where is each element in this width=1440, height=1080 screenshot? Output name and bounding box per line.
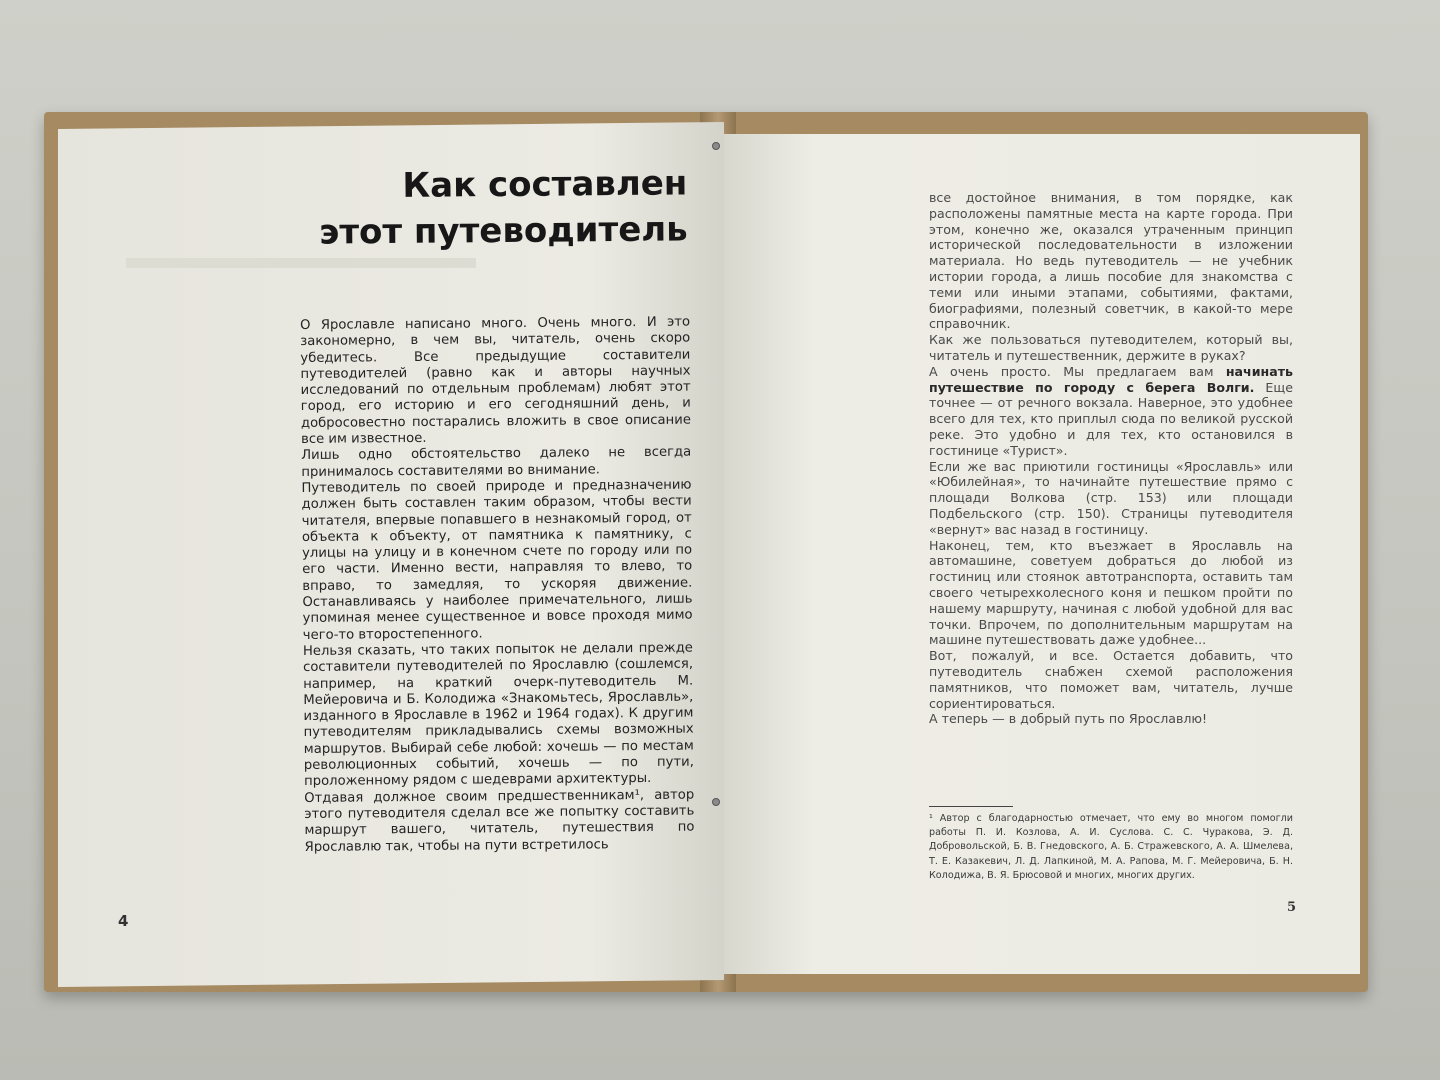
paragraph: А теперь — в добрый путь по Ярославлю! <box>929 711 1208 727</box>
paragraph-text: Еще точнее — от речного вокзала. Наверное, это удобнее всего для тех, кто приплыл сюда по великой русской реке. Это удобно и для тех, кто остановился в гостинице «Турист». <box>929 379 1293 458</box>
footnote-rule <box>929 806 1013 807</box>
paragraph: Лишь одно обстоятельство далеко не всегда принималось составителями во внимание. <box>301 444 692 480</box>
paragraph <box>929 364 1293 459</box>
paragraph: Путеводитель по своей природе и предназначению должен быть составлен таким образом, чтобы вести читателя, впервые попавшего в незнакомый город, от объекта к объекту, от памятника к памятнику, с улицы на улицу и в конечном счете по городу или по его части. Именно вести, направляя то влево, то вправо, то замедляя, то ускоряя движение. Останавливаясь у наиболее примечательного, лишь упоминая менее существенное и вовсе проходя мимо чего-то второстепенного. <box>301 477 693 643</box>
paragraph-text: А очень просто. Мы предлагаем вам <box>929 363 1226 379</box>
left-text-column <box>300 315 695 856</box>
bleed-through-bar <box>126 258 476 268</box>
right-text-column <box>929 190 1293 727</box>
binding-stitch <box>712 798 720 806</box>
page-title <box>319 160 688 255</box>
paragraph: Отдавая должное своим предшественникам¹, автор этого путеводителя сделал все же попытку составить маршрут вашего, читатель, путешествия по Ярославлю так, чтобы на пути встретилось <box>304 787 695 855</box>
paragraph: О Ярославле написано много. Очень много. И это закономерно, в чем вы, читатель, очень скоро убедитесь. Все предыдущие составители путеводителей (равно как и авторы научных исследований по отдельным проблемам) любят этот город, его историю и его сегодняшний день, и добросовестно постарались вложить в свое описание все им известное. <box>300 314 691 448</box>
title-line-1: Как составлен <box>402 163 688 206</box>
emphasized-text: начинать путешествие по городу с берега Волги. <box>929 363 1293 395</box>
paragraph: Нельзя сказать, что таких попыток не делали прежде составители путеводителей по Ярославлю (сошлемся, например, на краткий очерк-путеводитель М. Мейеровича и Б. Колодижа «Знакомьтесь, Ярославль», изданного в Ярославле в 1962 и 1964 годах). К другим путеводителям прикладывались схемы возможных маршрутов. Выбирай себе любой: хочешь — по местам революционных событий, хочешь — по пути, проложенному рядом с шедеврами архитектуры. <box>302 640 694 790</box>
paragraph: Вот, пожалуй, и все. Остается добавить, что путеводитель снабжен схемой расположения памятников, что поможет вам, читатель, лучше сориентироваться. <box>929 648 1293 711</box>
page-number-left: 4 <box>118 912 129 930</box>
paragraph: Наконец, тем, кто въезжает в Ярославль на автомашине, советуем добраться до любой из гостиниц или стоянок автотранспорта, оставить там своего четырехколесного коня и пешком пройти по нашему маршруту, начиная с любой удобной для вас точки. Впрочем, по дополнительным маршрутам на машине путешествовать даже удобнее... <box>929 537 1293 648</box>
page-number-right: 5 <box>1287 900 1297 915</box>
binding-stitch <box>712 142 720 150</box>
paragraph: Если же вас приютили гостиницы «Ярославль» или «Юбилейная», то начинайте путешествие прямо с площади Волкова (стр. 153) или площади Подбельского (стр. 150). Страницы путеводителя «вернут» вас назад в гостиницу. <box>929 458 1293 537</box>
footnote: ¹ Автор с благодарностью отмечает, что ему во многом помогли работы П. И. Козлова, А. И. Суслова. С. С. Чуракова, Э. Д. Добровольской, Б. В. Гнедовского, А. Б. Стражевского, А. А. Шмелева, Т. Е. Казакевич, Л. Д. Лапкиной, М. А. Рапова, М. Г. Мейеровича, Б. Н. Колодижа, В. Я. Брюсовой и многих, многих других. <box>929 813 1293 881</box>
paragraph: все достойное внимания, в том порядке, как расположены памятные места на карте города. При этом, конечно же, оказался утраченным принцип исторической последовательности в изложении материала. Но ведь путеводитель — не учебник истории города, а лишь пособие для знакомства с теми или иными этапами, событиями, фактами, биографиями, полезный советчик, в какой-то мере справочник. <box>929 190 1293 332</box>
paragraph: Как же пользоваться путеводителем, который вы, читатель и путешественник, держите в руках? <box>929 332 1293 363</box>
title-line-2: этот путеводитель <box>319 209 689 253</box>
